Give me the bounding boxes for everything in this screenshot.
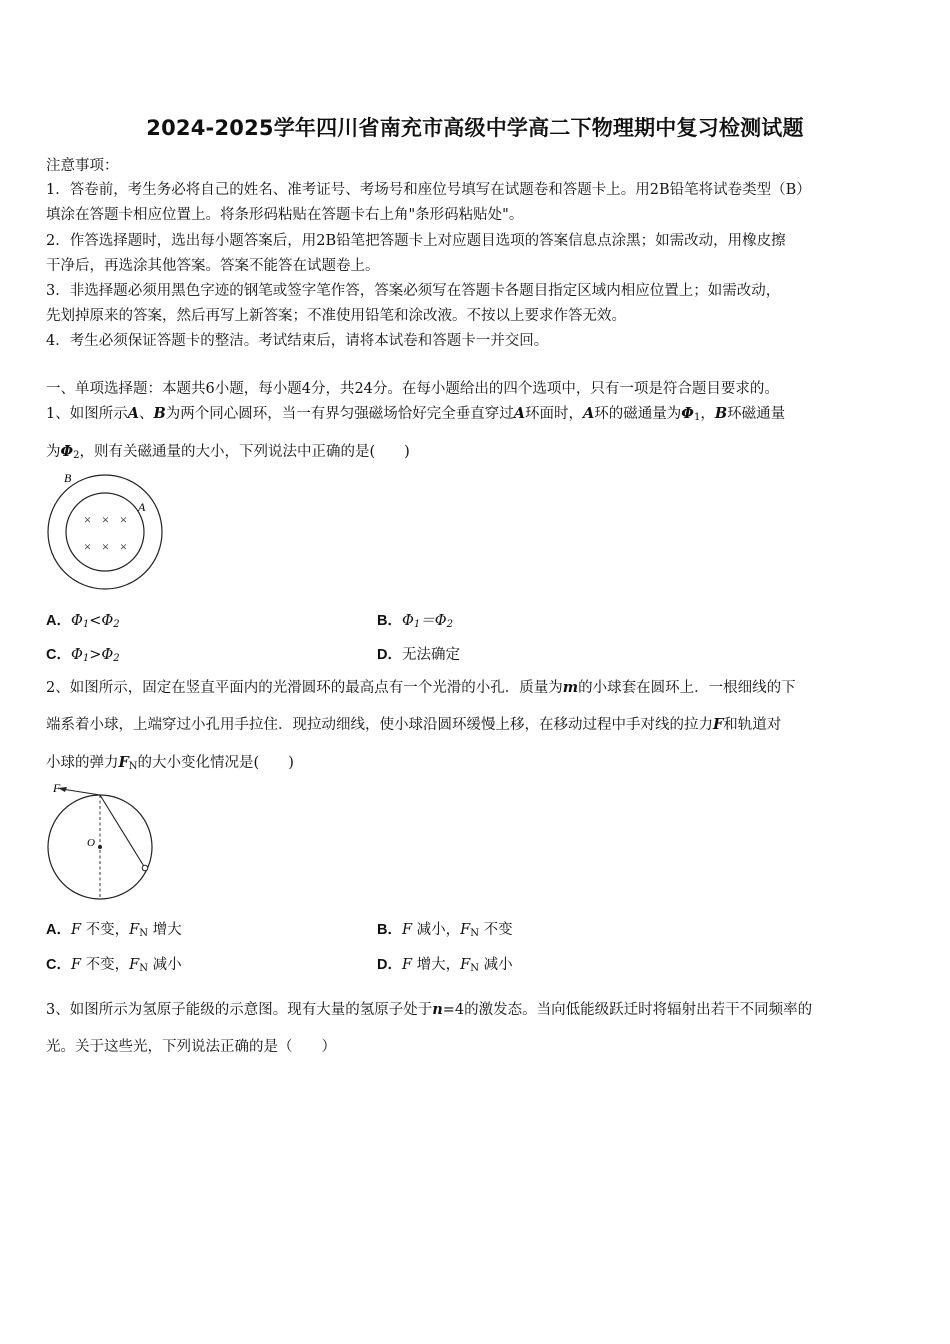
field-cross: ×	[101, 539, 110, 554]
q1-option-a[interactable]: A．$\Phi_1<\Phi_2$	[46, 613, 120, 630]
field-cross: ×	[119, 512, 128, 527]
notice-heading: 注意事项：	[46, 158, 119, 174]
q2-option-c[interactable]: C．F 不变，$F_N$ 减小	[46, 957, 182, 974]
label-a: A	[138, 500, 146, 514]
ball	[142, 865, 148, 871]
q1-concentric-rings-figure	[44, 470, 169, 595]
ring-b	[48, 475, 162, 589]
notice-line-1: 1．答卷前，考生务必将自己的姓名、准考证号、考场号和座位号填写在试题卷和答题卡上。用2B铅笔将试卷类型（B）	[46, 182, 811, 198]
label-f: F	[53, 781, 61, 795]
field-cross: ×	[83, 512, 92, 527]
q2-option-d[interactable]: D．F 增大，$F_N$ 减小	[377, 957, 513, 974]
notice-line-5: 3．非选择题必须用黑色字迹的钢笔或签字笔作答，答案必须写在答题卡各题目指定区域内相应位置上；如需改动，	[46, 283, 781, 299]
string-to-ball	[100, 795, 145, 868]
q2-hoop-figure	[44, 780, 159, 902]
force-arrow	[62, 789, 100, 795]
field-cross: ×	[101, 512, 110, 527]
ring-a	[66, 493, 144, 571]
notice-line-3: 2．作答选择题时，选出每小题答案后，用2B铅笔把答题卡上对应题目选项的答案信息点涂黑；如需改动，用橡皮擦	[46, 233, 786, 249]
page-title: 2024-2025学年四川省南充市高级中学高二下物理期中复习检测试题	[146, 116, 804, 140]
label-o: O	[87, 837, 95, 849]
notice-line-2: 填涂在答题卡相应位置上。将条形码粘贴在答题卡右上角"条形码粘贴处"。	[46, 207, 524, 223]
q3-line-1: 3、如图所示为氢原子能级的示意图。现有大量的氢原子处于n=4的激发态。当向低能级跃迁时将辐射出若干不同频率的	[46, 1001, 813, 1018]
q2-option-b[interactable]: B．F 减小，$F_N$ 不变	[377, 922, 513, 939]
q1-option-b[interactable]: B．$\Phi_1=\Phi_2$	[377, 613, 454, 630]
center-point	[98, 845, 102, 849]
q2-line-1: 2、如图所示，固定在竖直平面内的光滑圆环的最高点有一个光滑的小孔．质量为m的小球套在圆环上．一根细线的下	[46, 679, 796, 696]
notice-line-7: 4．考生必须保证答题卡的整洁。考试结束后，请将本试卷和答题卡一并交回。	[46, 333, 549, 349]
notice-line-6: 先划掉原来的答案，然后再写上新答案；不准使用铅笔和涂改液。不按以上要求作答无效。	[46, 308, 626, 324]
q2-line-3: 小球的弹力$F_N$的大小变化情况是( )	[46, 754, 294, 772]
q1-line-1: 1、如图所示A、B为两个同心圆环，当一有界匀强磁场恰好完全垂直穿过A环面时，A环的磁通量为$\Phi_1$，B环磁通量	[46, 405, 786, 423]
field-cross: ×	[83, 539, 92, 554]
field-cross: ×	[119, 539, 128, 554]
q2-option-a[interactable]: A．F 不变，$F_N$ 增大	[46, 922, 182, 939]
notice-line-4: 干净后，再选涂其他答案。答案不能答在试题卷上。	[46, 258, 380, 274]
label-b: B	[64, 471, 72, 485]
q1-option-c[interactable]: C．$\Phi_1>\Phi_2$	[46, 647, 120, 664]
section-heading: 一、单项选择题：本题共6小题，每小题4分，共24分。在每小题给出的四个选项中，只有一项是符合题目要求的。	[46, 381, 779, 397]
q1-option-d[interactable]: D．无法确定	[377, 647, 460, 663]
q3-line-2: 光。关于这些光，下列说法正确的是（ ）	[46, 1039, 336, 1055]
q2-line-2: 端系着小球，上端穿过小孔用手拉住．现拉动细线，使小球沿圆环缓慢上移，在移动过程中手对线的拉力F和轨道对	[46, 716, 782, 733]
q1-line-2: 为$\Phi_2$，则有关磁通量的大小，下列说法中正确的是( )	[46, 443, 410, 461]
